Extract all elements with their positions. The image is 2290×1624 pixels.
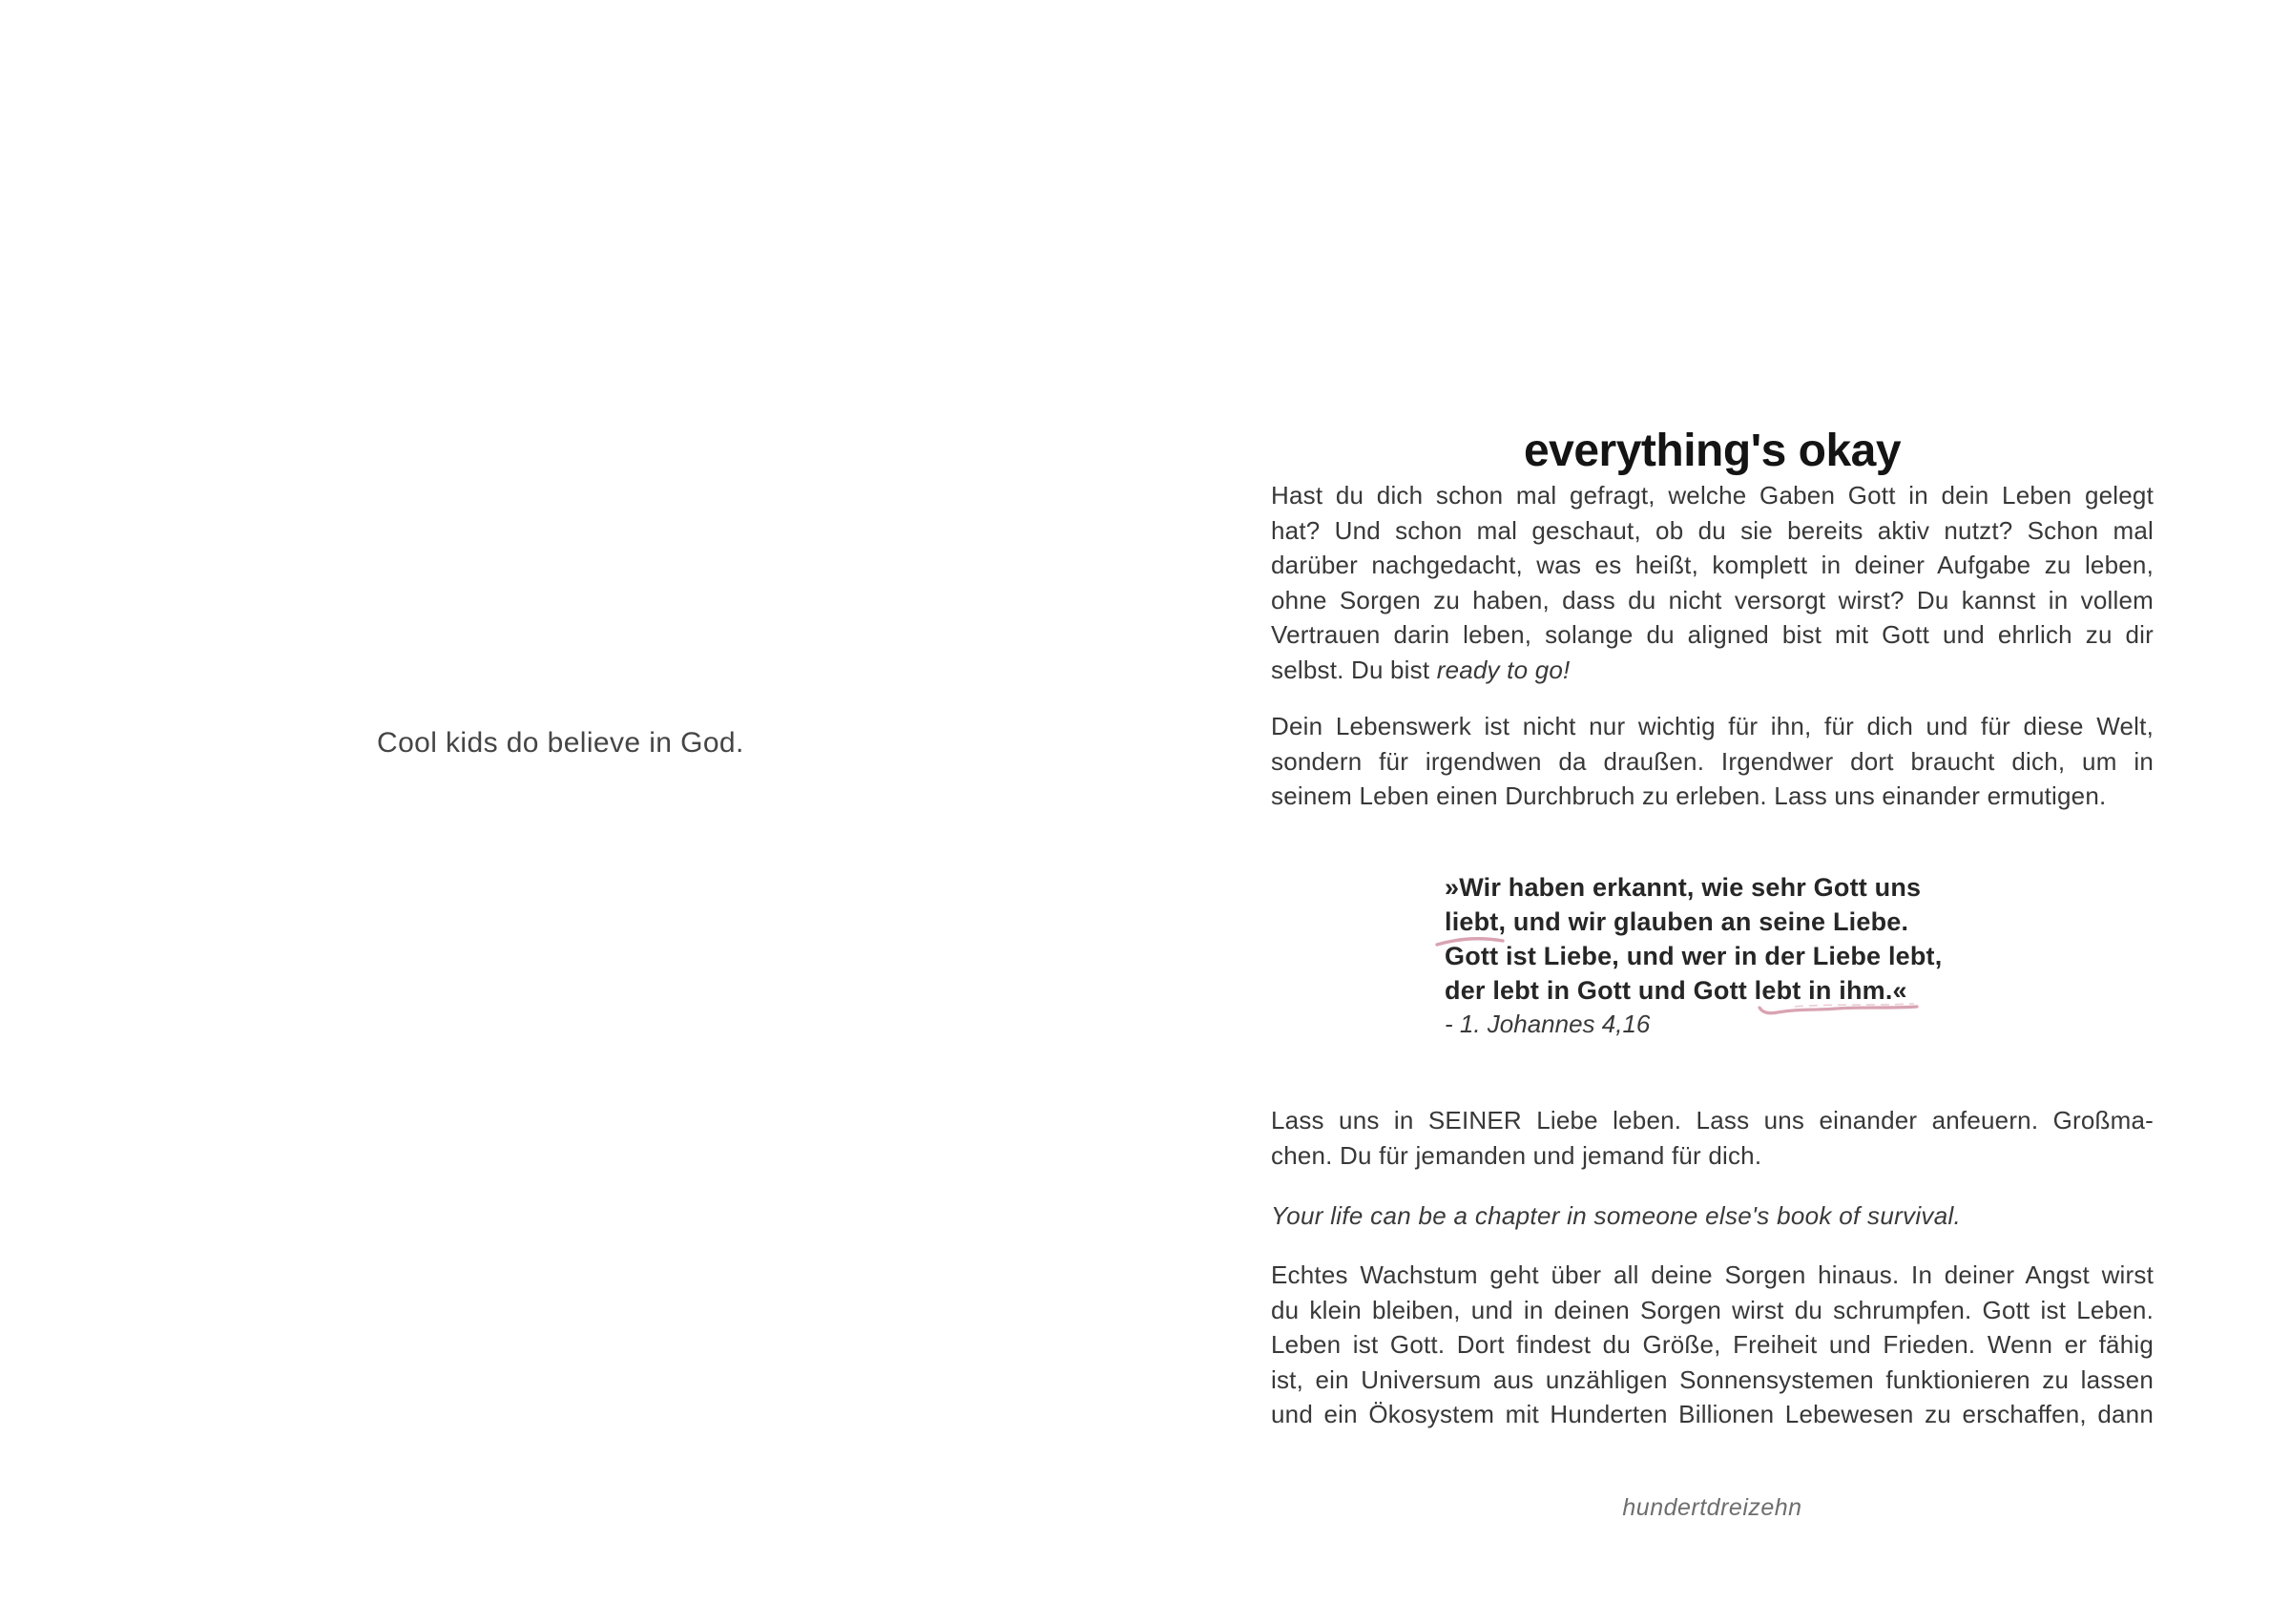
chapter-title: everything's okay [1523, 426, 1902, 477]
body-paragraph-2: Dein Lebenswerk ist nicht nur wichtig für ihn, für dich und für diese Welt, sondern für irgendwen da draußen. Irgendwer dort braucht dich, um in seinem Leben einen Durchbruch zu erleben. Lass uns einander ermutigen. [1271, 712, 2154, 810]
body-paragraph-4: Echtes Wachstum geht über all deine Sorgen hinaus. In deiner Angst wirst du klein bleiben, und in deinen Sorgen wirst du schrumpfen. Gott ist Leben. Leben ist Gott. Dort findest du Größe, Freiheit und Frieden. Wenn er fähig ist, ein Universum aus unzähligen Sonnensystemen funktionieren zu lassen und ein Ökosystem mit Hunderten Billionen Lebewesen zu erschaffen, dann [1271, 1260, 2154, 1428]
body-paragraph-1: Hast du dich schon mal gefragt, welche Gaben Gott in dein Leben gelegt hat? Und schon mal geschaut, ob du sie bereits aktiv nutzt? Schon mal darüber nachgedacht, was es heißt, komplett in deiner Aufgabe zu leben, ohne Sorgen zu haben, dass du nicht versorgt wirst? Du kannst in vollem Vertrauen darin leben, solange du aligned bist mit Gott und ehrlich zu dir selbst. Du bist ready to go! [1271, 481, 2154, 684]
emphasis-line: Your life can be a chapter in someone else's book of survival. [1271, 1201, 1962, 1230]
body-paragraph-3: Lass uns in SEINER Liebe leben. Lass uns einander anfeuern. Großma- chen. Du für jemanden und jemand für dich. [1271, 1106, 2154, 1170]
bible-quote-attribution: - 1. Johannes 4,16 [1445, 1010, 1651, 1038]
page-number: hundertdreizehn [1622, 1494, 1802, 1521]
bible-quote: »Wir haben erkannt, wie sehr Gott uns liebt, und wir glauben an seine Liebe. Gott ist Liebe, und wer in der Liebe lebt, der lebt in Gott und Gott lebt in ihm.« [1445, 873, 1943, 1005]
left-page-quote: Cool kids do believe in God. [377, 727, 744, 759]
pink-underline-arc-icon [1435, 933, 1506, 948]
